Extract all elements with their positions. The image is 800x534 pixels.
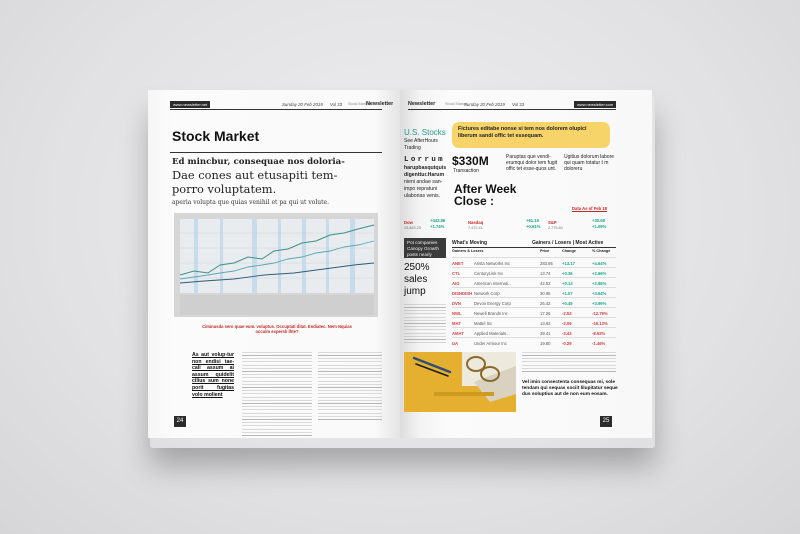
index-pct: +1.09% (592, 224, 607, 229)
company-name: CenturyLink Inc (474, 270, 504, 276)
company-name: American Internati... (474, 280, 512, 286)
price: 19.80 (540, 340, 551, 346)
lorem-line-2: harupbasqutquis (404, 165, 447, 171)
table-row[interactable] (452, 267, 616, 277)
body-column-2 (318, 352, 382, 420)
index-pct: +0.61% (526, 224, 541, 229)
table-body (452, 257, 616, 349)
kicker-sub-2: Trading (404, 145, 421, 151)
index-change: +61.16 (526, 218, 539, 223)
ticker: ANET (452, 260, 464, 266)
header-vol-right: Vol 23 (512, 102, 525, 107)
table-title: What's Moving (452, 240, 488, 246)
body-column-1 (242, 352, 312, 438)
header-date: Sunday 20 Feb 2019 (282, 102, 323, 107)
lorem-line-5: impo repratuni (404, 186, 438, 192)
header-section: Stock Market (348, 102, 371, 106)
headline-line-2: Dae cones aut etusapiti tem- (172, 168, 338, 182)
index-name: Nasdaq (468, 220, 484, 225)
company-name: Under Armour Inc (474, 340, 507, 346)
lorem-line-1: Lorrum (404, 156, 446, 164)
site-badge: www.newsletter.net (170, 101, 210, 108)
percent-change: -8.52% (592, 330, 606, 336)
price: 13.74 (540, 270, 551, 276)
table-tab[interactable]: Gainers / Losers | Most Active (532, 240, 604, 246)
col-header: Price (540, 249, 550, 253)
col-header: % Change (592, 249, 611, 253)
page-title: Stock Market (172, 128, 260, 144)
table-row[interactable] (452, 287, 616, 297)
index-value: 25,883.25 (404, 226, 421, 230)
company-name: Newell Brands Inc (474, 310, 508, 316)
company-name: Applied Materials... (474, 330, 510, 336)
price: 39.41 (540, 330, 551, 336)
index-change: +30.68 (592, 218, 605, 223)
index-change: +443.86 (430, 218, 446, 223)
lorem-line-3: digenttur.Harum (404, 172, 445, 178)
data-as-of: Data As of Feb 18 (572, 206, 607, 211)
headline-line-1: Ed mincbur, consequae nos doloria- (172, 157, 345, 167)
after-week-line-1: After Week (454, 182, 517, 196)
table-row[interactable] (452, 307, 616, 317)
header-vol: Vol 23 (330, 102, 343, 107)
big-number: $330M (452, 154, 489, 168)
pull-quote: As aut volup-tur non endisi tae-cali assum ai assum quidelit cilius sum none porit fugitas volo molient (192, 352, 234, 398)
table-row[interactable] (452, 327, 616, 337)
kicker: U.S. Stocks (404, 128, 446, 137)
price: 26.42 (540, 300, 551, 306)
title-rule (170, 152, 382, 153)
ticker: DISHDISH (452, 290, 473, 296)
chart-caption-2: occulm expersh lhte? (255, 329, 299, 334)
promo-big-1: 250% (404, 262, 430, 273)
index-name: Dow (404, 220, 413, 225)
change: +1.07 (562, 290, 573, 296)
promo-box: Pot companies Canopy Growth posts nearly (404, 238, 446, 258)
yellow-callout: Fictures editabe nonse si tem nos dolorem olupici liberum sandi offic tet essequam. (452, 122, 610, 148)
ticker: MAT (452, 320, 461, 326)
table-row[interactable] (452, 317, 616, 327)
percent-change: +3.64% (592, 290, 607, 296)
price: 13.62 (540, 320, 551, 326)
index-strip (404, 218, 614, 236)
change: +13.17 (562, 260, 575, 266)
percent-change: +2.86% (592, 280, 607, 286)
table-row[interactable] (452, 337, 616, 347)
lorem-line-4: nieni andae san- (404, 179, 443, 185)
table-row[interactable] (452, 277, 616, 287)
change: -2.09 (562, 320, 572, 326)
ticker: AIG (452, 280, 460, 286)
promo-big-2: sales (404, 274, 428, 285)
ticker: NWL (452, 310, 462, 316)
headline-line-3: porro voluptatem. (172, 182, 277, 196)
right-page (400, 90, 652, 438)
ticker: AMAT (452, 330, 464, 336)
left-header (170, 100, 394, 110)
right-header (408, 100, 616, 110)
page-number-left: 24 (174, 416, 186, 427)
after-week-line-2: Close : (454, 194, 495, 208)
index-value: 7,472.41 (468, 226, 483, 230)
ticker: DVN (452, 300, 461, 306)
header-brand-right: Newsletter (408, 101, 436, 107)
company-name: Devon Energy Corp (474, 300, 511, 306)
percent-change: -1.46% (592, 340, 606, 346)
price: 42.52 (540, 280, 551, 286)
change: -0.29 (562, 340, 572, 346)
company-name: Mattel Inc (474, 320, 493, 326)
col-header: Gainers & Losers (452, 249, 484, 253)
col-header: Change (562, 249, 576, 253)
percent-change: +3.99% (592, 300, 607, 306)
change: -2.53 (562, 310, 572, 316)
company-name: Arista Networks Inc (474, 260, 511, 266)
change: +0.13 (562, 280, 573, 286)
promo-big-3: jump (404, 286, 426, 297)
header-section-right: Stock Market (445, 102, 468, 106)
change: +0.49 (562, 300, 573, 306)
index-pct: +1.74% (430, 224, 445, 229)
index-name: S&P (548, 220, 557, 225)
desk-illustration (404, 352, 516, 412)
percent-change: +2.66% (592, 270, 607, 276)
paruptas-text: Paruptas que vendi-erumqui dolor tem fugit offic tet esse-quos unt. (506, 154, 558, 172)
ticker: CTL (452, 270, 461, 276)
ugitius-text: Ugitius dolorum labore qui quam totatur t m doloreru (564, 154, 615, 172)
change: -3.43 (562, 330, 572, 336)
change: +0.36 (562, 270, 573, 276)
table-row[interactable] (452, 257, 616, 267)
chart-caption-1: Ciminusda sero quae eum. voluptus. Occuptati ditat. Endiatec. Nem Nquias (202, 324, 352, 329)
percent-change: -16.13% (592, 320, 608, 326)
index-value: 2,775.60 (548, 226, 563, 230)
stock-chart-graphic (174, 213, 378, 317)
percent-change: -12.79% (592, 310, 608, 316)
table-row[interactable] (452, 297, 616, 307)
percent-change: +4.64% (592, 260, 607, 266)
closing-bold-text: Vel imin consectenta consequas mi, sole tendam qui sequas sociit lilupitatur seque dus soluptius aut de non eum eosam. (522, 380, 618, 397)
movers-table (452, 240, 616, 348)
desk-photo (404, 352, 516, 412)
lorem-line-6: ulaborias venis. (404, 193, 441, 199)
header-date-right: Sunday 20 Feb 2019 (464, 102, 505, 107)
big-number-label: Transaction (453, 168, 479, 174)
price: 17.26 (540, 310, 551, 316)
promo-body-text (404, 304, 446, 344)
site-badge-right: www.newsletter.com (574, 101, 616, 108)
ticker: UA (452, 340, 459, 346)
company-name: Network Corp (474, 290, 500, 296)
price: 283.95 (540, 260, 553, 266)
kicker-sub-1: See AfterHours (404, 138, 438, 144)
photo-side-text (522, 352, 616, 372)
price: 30.95 (540, 290, 551, 296)
page-number-right: 25 (600, 416, 612, 427)
header-brand: Newsletter (366, 101, 394, 107)
table-header-row (452, 249, 616, 257)
chart-image (174, 213, 378, 317)
left-page (148, 90, 400, 438)
subhead: aperia volupta que quias venihil et pa qui ut volute. (172, 199, 330, 206)
table-rule (452, 247, 616, 248)
